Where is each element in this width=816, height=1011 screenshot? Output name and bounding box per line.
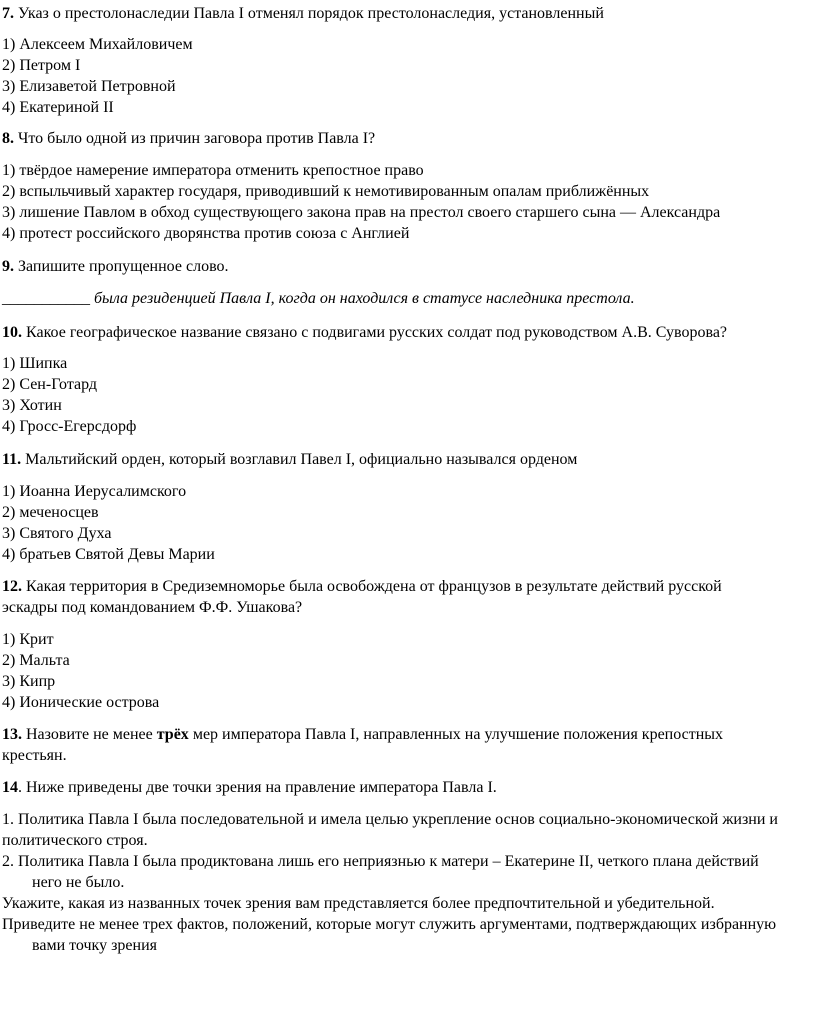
viewpoint-1: 1. Политика Павла I была последовательной и имела целью укрепление основ социально-экономической жизни и [2, 811, 778, 828]
answer-option: 4) Гросс-Егерсдорф [2, 418, 137, 435]
answer-option: 4) братьев Святой Девы Марии [2, 546, 215, 563]
question-13-prompt-line [2, 724, 812, 745]
question-10 [2, 322, 812, 343]
answer-option: 1) Крит [2, 631, 54, 648]
answer-option: 4) Екатериной II [2, 99, 114, 116]
question-number: 11. [2, 451, 22, 468]
question-11 [2, 449, 812, 470]
answer-option: 4) Ионические острова [2, 694, 160, 711]
question-12 [2, 576, 812, 618]
answer-option: 1) Шипка [2, 355, 68, 372]
question-prompt: Какое географическое название связано с подвигами русских солдат под руководством А.В. Суворова? [26, 324, 728, 341]
answer-option: 3) Кипр [2, 673, 56, 690]
question-prompt: . Ниже приведены две точки зрения на правление императора Павла I. [18, 779, 497, 796]
question-14-prompt-line [2, 777, 812, 798]
question-13 [2, 724, 812, 766]
fill-in-blank: ___________ [2, 290, 90, 307]
emphasized-word: трёх [156, 726, 189, 743]
question-14 [2, 777, 812, 798]
question-number: 13. [2, 726, 22, 743]
question-prompt: Запишите пропущенное слово. [18, 258, 229, 275]
question-14-views [2, 809, 812, 956]
question-7-options [2, 34, 812, 118]
question-prompt: Какая территория в Средиземноморье была освобождена от французов в результате действий русской [26, 578, 722, 595]
question-9-sentence [2, 288, 812, 309]
question-7 [2, 3, 812, 24]
question-10-prompt-line [2, 322, 812, 343]
answer-option: 2) Сен-Готард [2, 376, 98, 393]
question-prompt: Что было одной из причин заговора против Павла I? [18, 130, 376, 147]
answer-option: 3) Святого Духа [2, 525, 112, 542]
question-10-options [2, 353, 812, 437]
answer-option: 1) Алексеем Михайловичем [2, 36, 193, 53]
instruction-text: Укажите, какая из названных точек зрения вам представляется более предпочтительной и убедительной. [2, 895, 715, 912]
question-number: 7. [2, 5, 14, 22]
question-8-prompt-line [2, 128, 812, 149]
answer-option: 4) протест российского дворянства против союза с Англией [2, 225, 410, 242]
question-prompt-continuation: крестьян. [2, 747, 67, 764]
question-11-options [2, 481, 812, 565]
question-9 [2, 256, 812, 277]
viewpoint-1-continuation: политического строя. [2, 832, 148, 849]
viewpoint-2-continuation: него не было. [32, 874, 125, 891]
question-number: 12. [2, 578, 22, 595]
answer-option: 3) Елизаветой Петровной [2, 78, 176, 95]
question-7-prompt-line [2, 3, 812, 24]
question-12-prompt-line [2, 576, 812, 597]
question-prompt-continuation: эскадры под командованием Ф.Ф. Ушакова? [2, 599, 303, 616]
question-8 [2, 128, 812, 149]
question-number: 10. [2, 324, 22, 341]
answer-option: 2) вспыльчивый характер государя, приводивший к немотивированным опалам приближённых [2, 183, 650, 200]
question-12-options [2, 629, 812, 713]
question-number: 9. [2, 258, 14, 275]
answer-option: 3) лишение Павлом в обход существующего закона прав на престол своего старшего сына — Александра [2, 204, 721, 221]
answer-option: 2) Мальта [2, 652, 70, 669]
instruction-text-continuation: вами точку зрения [32, 937, 157, 954]
answer-option: 1) твёрдое намерение императора отменить крепостное право [2, 162, 424, 179]
answer-option: 2) меченосцев [2, 504, 99, 521]
answer-option: 3) Хотин [2, 397, 62, 414]
question-number: 14 [2, 779, 18, 796]
question-prompt: Назовите не менее [26, 726, 153, 743]
question-number: 8. [2, 130, 14, 147]
viewpoint-2: 2. Политика Павла I была продиктована лишь его неприязнью к матери – Екатерине II, четкого плана действий [2, 853, 759, 870]
instruction-text: Приведите не менее трех фактов, положений, которые могут служить аргументами, подтверждающих избранную [2, 916, 777, 933]
answer-option: 2) Петром I [2, 57, 81, 74]
question-11-prompt-line [2, 449, 812, 470]
question-prompt: Мальтийский орден, который возглавил Павел I, официально назывался орденом [25, 451, 578, 468]
question-8-options [2, 160, 812, 244]
fill-in-sentence: была резиденцией Павла I, когда он находился в статусе наследника престола. [90, 290, 635, 307]
question-prompt-rest: мер императора Павла I, направленных на улучшение положения крепостных [192, 726, 724, 743]
question-prompt: Указ о престолонаследии Павла I отменял порядок престолонаследия, установленный [18, 5, 604, 22]
answer-option: 1) Иоанна Иерусалимского [2, 483, 187, 500]
question-9-prompt-line [2, 256, 812, 277]
